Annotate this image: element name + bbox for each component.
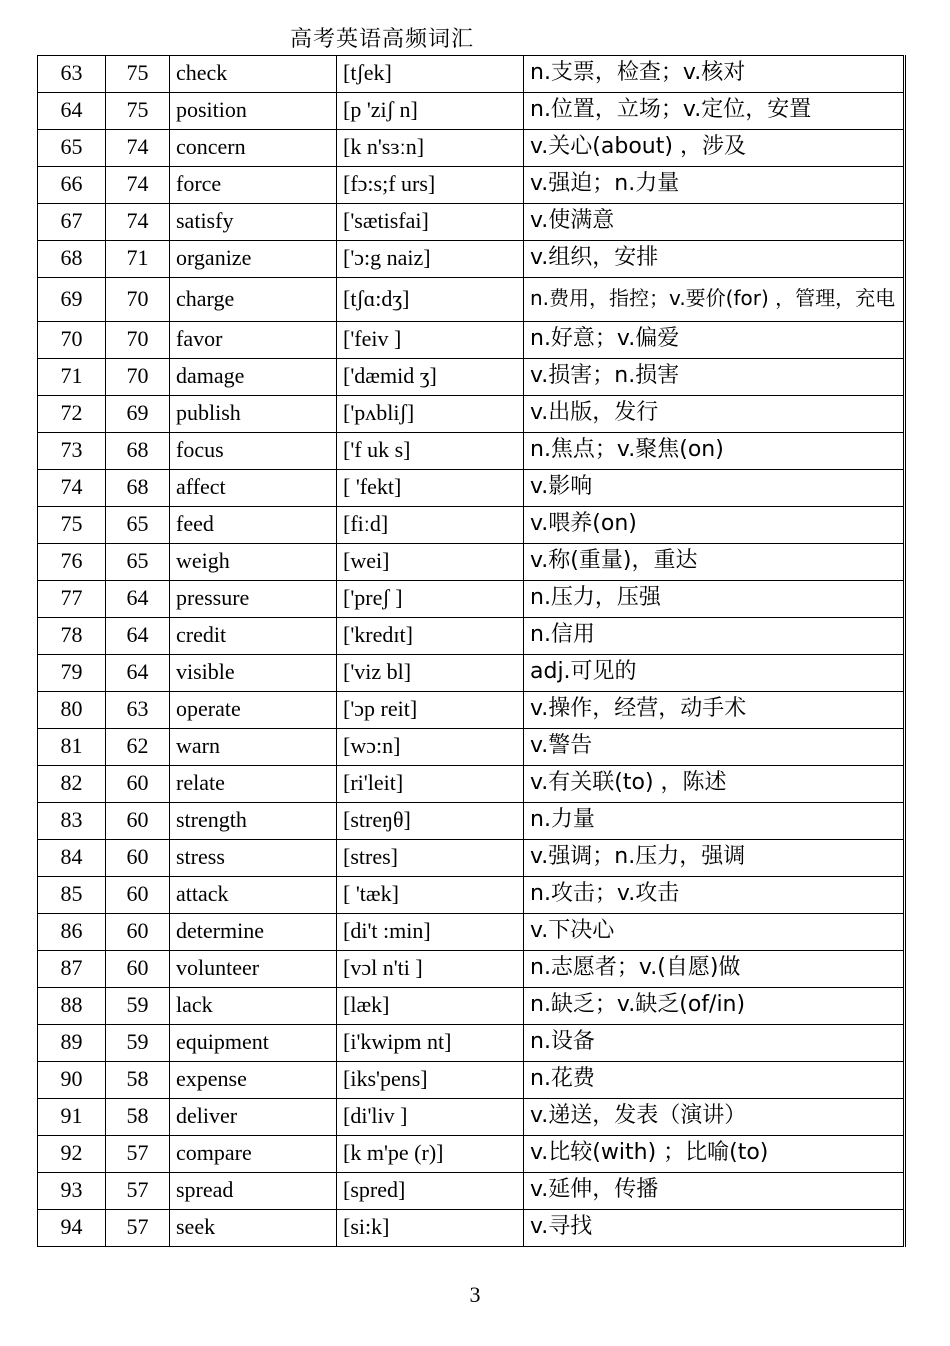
page-title: 高考英语高频词汇 [290,27,475,52]
table-row [38,93,905,130]
entry-frequency: 75 [106,56,170,93]
table-row [38,204,905,241]
entry-word: pressure [170,581,337,618]
entry-number: 75 [38,507,106,544]
table-row [38,877,905,914]
entry-meaning: v.有关联(to) ，陈述 [524,766,905,803]
table-row [38,803,905,840]
entry-meaning: v.喂养(on) [524,507,905,544]
entry-word: expense [170,1062,337,1099]
entry-number: 93 [38,1173,106,1210]
entry-number: 65 [38,130,106,167]
entry-number: 78 [38,618,106,655]
entry-phonetic: [k m'pe (r)] [337,1136,524,1173]
entry-number: 72 [38,396,106,433]
entry-number: 68 [38,241,106,278]
entry-meaning: v.比较(with) ；比喻(to) [524,1136,905,1173]
entry-meaning: n.位置，立场；v.定位，安置 [524,93,905,130]
vocabulary-table [37,55,906,1247]
table-row [38,544,905,581]
entry-word: strength [170,803,337,840]
entry-word: visible [170,655,337,692]
entry-frequency: 64 [106,581,170,618]
entry-phonetic: [p 'ziʃ n] [337,93,524,130]
table-row [38,1025,905,1062]
entry-phonetic: ['ɔp reit] [337,692,524,729]
entry-word: check [170,56,337,93]
entry-number: 81 [38,729,106,766]
entry-word: weigh [170,544,337,581]
table-row [38,396,905,433]
table-row [38,840,905,877]
table-row [38,241,905,278]
entry-frequency: 62 [106,729,170,766]
entry-frequency: 74 [106,130,170,167]
entry-number: 80 [38,692,106,729]
entry-word: satisfy [170,204,337,241]
entry-word: damage [170,359,337,396]
table-row [38,1099,905,1136]
entry-number: 88 [38,988,106,1025]
table-row [38,130,905,167]
table-row [38,359,905,396]
entry-word: publish [170,396,337,433]
entry-number: 73 [38,433,106,470]
entry-meaning: adj.可见的 [524,655,905,692]
entry-frequency: 60 [106,766,170,803]
table-row [38,988,905,1025]
entry-frequency: 60 [106,877,170,914]
entry-frequency: 69 [106,396,170,433]
entry-phonetic: ['sætisfai] [337,204,524,241]
entry-frequency: 75 [106,93,170,130]
entry-phonetic: [spred] [337,1173,524,1210]
entry-phonetic: [i'kwipm nt] [337,1025,524,1062]
table-row [38,507,905,544]
entry-frequency: 59 [106,1025,170,1062]
entry-number: 86 [38,914,106,951]
entry-meaning: v.损害；n.损害 [524,359,905,396]
entry-meaning: n.力量 [524,803,905,840]
entry-phonetic: [vɔl n'ti ] [337,951,524,988]
entry-frequency: 70 [106,359,170,396]
entry-meaning: v.关心(about) ，涉及 [524,130,905,167]
entry-phonetic: [streŋθ] [337,803,524,840]
entry-meaning: n.支票，检查；v.核对 [524,56,905,93]
entry-phonetic: ['viz bl] [337,655,524,692]
entry-meaning: v.强调；n.压力，强调 [524,840,905,877]
entry-frequency: 59 [106,988,170,1025]
entry-phonetic: [k n'sɜːn] [337,130,524,167]
entry-phonetic: ['pʌbliʃ] [337,396,524,433]
entry-number: 90 [38,1062,106,1099]
entry-meaning: v.寻找 [524,1210,905,1247]
table-row [38,914,905,951]
table-row [38,581,905,618]
entry-number: 74 [38,470,106,507]
entry-frequency: 60 [106,803,170,840]
entry-phonetic: [di'liv ] [337,1099,524,1136]
entry-frequency: 68 [106,433,170,470]
entry-meaning: v.称(重量)，重达 [524,544,905,581]
entry-phonetic: [fɔ:s;f urs] [337,167,524,204]
entry-word: position [170,93,337,130]
entry-number: 94 [38,1210,106,1247]
entry-word: warn [170,729,337,766]
entry-meaning: v.影响 [524,470,905,507]
entry-meaning: n.志愿者；v.(自愿)做 [524,951,905,988]
entry-phonetic: ['dæmid ʒ] [337,359,524,396]
entry-phonetic: [iks'pens] [337,1062,524,1099]
entry-phonetic: ['preʃ ] [337,581,524,618]
table-row [38,1062,905,1099]
entry-meaning: n.花费 [524,1062,905,1099]
entry-meaning: n.缺乏；v.缺乏(of/in) [524,988,905,1025]
vocabulary-table-body [38,56,905,1247]
table-row [38,655,905,692]
entry-frequency: 60 [106,840,170,877]
entry-phonetic: [stres] [337,840,524,877]
entry-word: relate [170,766,337,803]
entry-phonetic: [di't :min] [337,914,524,951]
entry-frequency: 58 [106,1062,170,1099]
entry-number: 76 [38,544,106,581]
entry-word: determine [170,914,337,951]
entry-number: 63 [38,56,106,93]
entry-frequency: 64 [106,655,170,692]
entry-meaning: n.压力，压强 [524,581,905,618]
entry-meaning: v.下决心 [524,914,905,951]
entry-word: focus [170,433,337,470]
table-row [38,766,905,803]
table-row [38,470,905,507]
entry-meaning: v.警告 [524,729,905,766]
entry-word: seek [170,1210,337,1247]
entry-frequency: 64 [106,618,170,655]
entry-frequency: 68 [106,470,170,507]
entry-phonetic: ['kredɪt] [337,618,524,655]
entry-word: favor [170,322,337,359]
entry-number: 69 [38,278,106,322]
entry-word: operate [170,692,337,729]
table-row [38,433,905,470]
entry-meaning: v.组织，安排 [524,241,905,278]
entry-phonetic: [wɔ:n] [337,729,524,766]
entry-phonetic: [ 'tæk] [337,877,524,914]
entry-phonetic: [tʃek] [337,56,524,93]
entry-phonetic: [ 'fekt] [337,470,524,507]
entry-number: 91 [38,1099,106,1136]
entry-frequency: 74 [106,167,170,204]
table-row [38,278,905,322]
entry-word: affect [170,470,337,507]
entry-meaning: n.好意；v.偏爱 [524,322,905,359]
entry-meaning: n.信用 [524,618,905,655]
table-row [38,56,905,93]
entry-frequency: 63 [106,692,170,729]
entry-frequency: 58 [106,1099,170,1136]
entry-word: force [170,167,337,204]
entry-word: lack [170,988,337,1025]
entry-word: volunteer [170,951,337,988]
entry-meaning: n.焦点；v.聚焦(on) [524,433,905,470]
entry-frequency: 65 [106,507,170,544]
entry-meaning: v.递送，发表（演讲） [524,1099,905,1136]
entry-frequency: 70 [106,278,170,322]
entry-frequency: 74 [106,204,170,241]
entry-frequency: 57 [106,1173,170,1210]
entry-phonetic: [fiːd] [337,507,524,544]
entry-word: organize [170,241,337,278]
entry-phonetic: ['ɔ:g naiz] [337,241,524,278]
entry-meaning: v.延伸，传播 [524,1173,905,1210]
table-row [38,692,905,729]
entry-number: 83 [38,803,106,840]
entry-number: 84 [38,840,106,877]
entry-phonetic: ['f uk s] [337,433,524,470]
entry-meaning: v.出版，发行 [524,396,905,433]
entry-word: equipment [170,1025,337,1062]
table-row [38,951,905,988]
entry-word: feed [170,507,337,544]
entry-phonetic: [tʃɑ:dʒ] [337,278,524,322]
entry-word: concern [170,130,337,167]
entry-meaning: n.费用，指控；v.要价(for) ，管理，充电 [524,278,905,322]
page-number: 3 [469,1282,481,1307]
entry-word: stress [170,840,337,877]
entry-number: 64 [38,93,106,130]
entry-word: deliver [170,1099,337,1136]
entry-number: 87 [38,951,106,988]
entry-frequency: 60 [106,914,170,951]
entry-word: compare [170,1136,337,1173]
entry-word: charge [170,278,337,322]
entry-word: spread [170,1173,337,1210]
table-row [38,618,905,655]
entry-meaning: v.操作，经营，动手术 [524,692,905,729]
table-row [38,1210,905,1247]
entry-number: 70 [38,322,106,359]
entry-meaning: n.攻击；v.攻击 [524,877,905,914]
table-row [38,167,905,204]
table-row [38,322,905,359]
entry-meaning: v.强迫；n.力量 [524,167,905,204]
entry-phonetic: [ri'leit] [337,766,524,803]
entry-frequency: 70 [106,322,170,359]
entry-frequency: 57 [106,1136,170,1173]
entry-phonetic: [wei] [337,544,524,581]
entry-frequency: 71 [106,241,170,278]
entry-number: 71 [38,359,106,396]
entry-phonetic: [si:k] [337,1210,524,1247]
entry-word: credit [170,618,337,655]
entry-frequency: 60 [106,951,170,988]
entry-meaning: n.设备 [524,1025,905,1062]
entry-phonetic: ['feiv ] [337,322,524,359]
entry-number: 89 [38,1025,106,1062]
entry-number: 82 [38,766,106,803]
entry-number: 79 [38,655,106,692]
entry-number: 67 [38,204,106,241]
entry-frequency: 65 [106,544,170,581]
table-row [38,1173,905,1210]
entry-number: 66 [38,167,106,204]
table-row [38,1136,905,1173]
entry-phonetic: [læk] [337,988,524,1025]
entry-number: 77 [38,581,106,618]
entry-word: attack [170,877,337,914]
entry-number: 92 [38,1136,106,1173]
entry-frequency: 57 [106,1210,170,1247]
table-row [38,729,905,766]
entry-number: 85 [38,877,106,914]
entry-meaning: v.使满意 [524,204,905,241]
